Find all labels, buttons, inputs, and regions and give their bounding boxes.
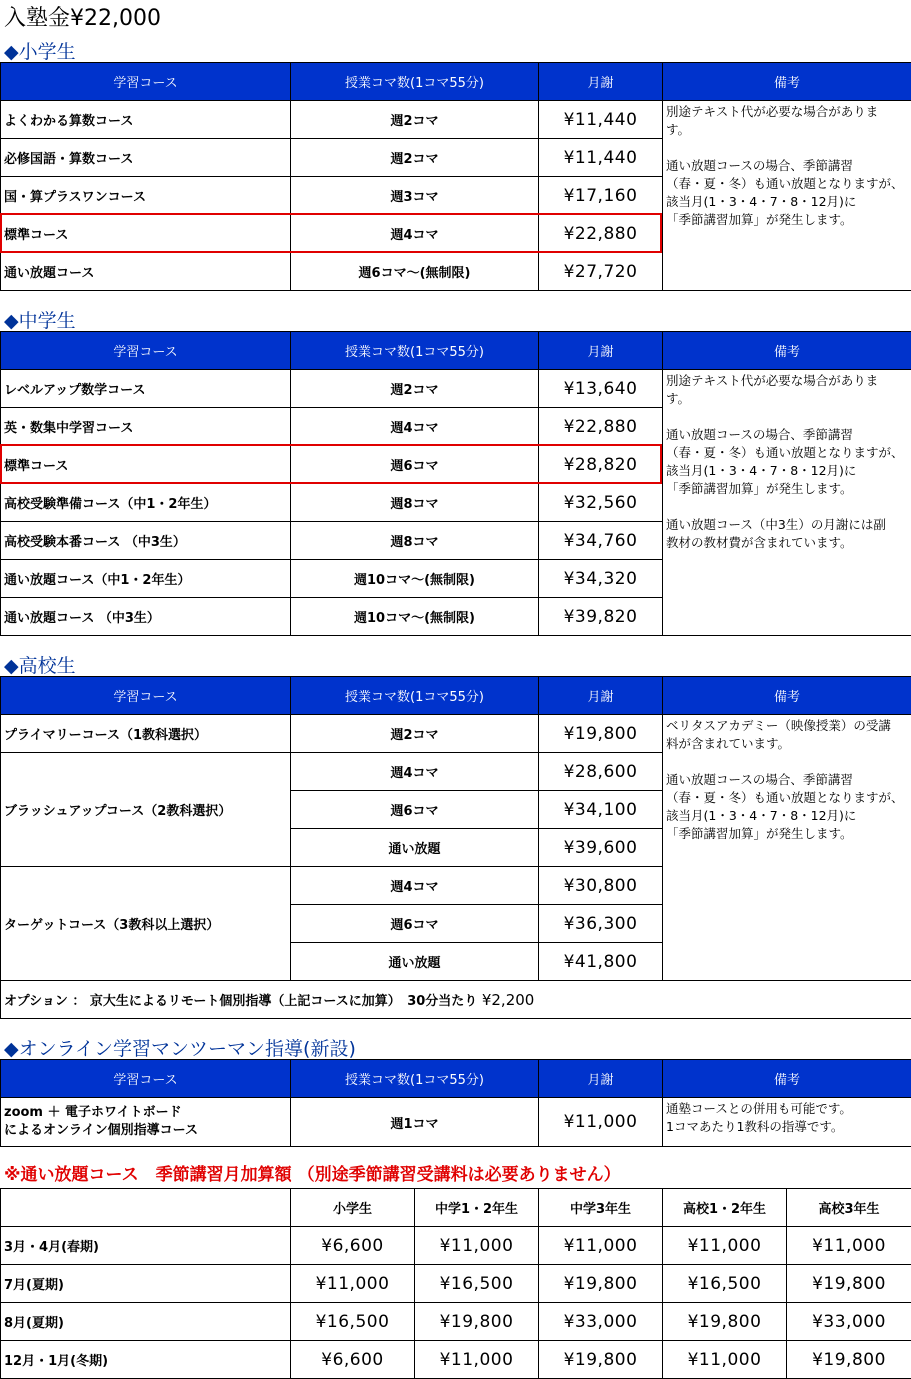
header-remarks: 備考 xyxy=(663,677,911,715)
remark-line: 該当月(1・3・4・7・8・12月)に xyxy=(666,463,857,478)
course-name: 国・算プラスワンコース xyxy=(1,177,291,215)
lesson-count: 週2コマ xyxy=(291,370,539,408)
surcharge-value: ¥11,000 xyxy=(663,1341,787,1379)
table-row xyxy=(1,1265,911,1303)
monthly-fee: ¥11,440 xyxy=(539,139,663,177)
monthly-fee: ¥30,800 xyxy=(539,867,663,905)
remark-line xyxy=(666,139,908,157)
table-row xyxy=(1,1227,911,1265)
remark-line: 別途テキスト代が必要な場合がありま xyxy=(666,373,879,388)
monthly-fee: ¥28,820 xyxy=(539,446,663,484)
header-monthly: 月謝 xyxy=(539,677,663,715)
diamond-icon: ◆ xyxy=(4,41,19,63)
admission-fee-title: 入塾金¥22,000 xyxy=(4,6,161,31)
header-remarks: 備考 xyxy=(663,1060,911,1098)
lesson-count: 週2コマ xyxy=(291,139,539,177)
remark-line: 別途テキスト代が必要な場合がありま xyxy=(666,104,879,119)
lesson-count: 週3コマ xyxy=(291,177,539,215)
monthly-fee: ¥17,160 xyxy=(539,177,663,215)
lesson-count: 週1コマ xyxy=(291,1098,539,1147)
remark-line: 通塾コースとの併用も可能です。 xyxy=(666,1101,852,1116)
surcharge-value: ¥11,000 xyxy=(415,1227,539,1265)
monthly-fee: ¥13,640 xyxy=(539,370,663,408)
surcharge-value: ¥6,600 xyxy=(291,1341,415,1379)
lesson-count: 通い放題 xyxy=(291,829,539,867)
header-grade: 高校3年生 xyxy=(787,1189,911,1227)
remark-line xyxy=(666,408,908,426)
header-lessons: 授業コマ数(1コマ55分) xyxy=(291,63,539,101)
option-cell xyxy=(1,981,911,1019)
header-remarks: 備考 xyxy=(663,332,911,370)
surcharge-value: ¥6,600 xyxy=(291,1227,415,1265)
surcharge-value: ¥11,000 xyxy=(291,1265,415,1303)
monthly-fee: ¥28,600 xyxy=(539,753,663,791)
season-label: 12月・1月(冬期) xyxy=(1,1341,291,1379)
header-course: 学習コース xyxy=(1,332,291,370)
header-monthly: 月謝 xyxy=(539,332,663,370)
table-row xyxy=(1,715,911,753)
remarks-cell xyxy=(663,1098,911,1147)
remark-line: （春・夏・冬）も通い放題となりますが、 xyxy=(666,445,904,460)
remark-line: す。 xyxy=(666,391,691,406)
remark-line: 通い放題コースの場合、季節講習 xyxy=(666,772,853,787)
course-name: レベルアップ数学コース xyxy=(1,370,291,408)
monthly-fee: ¥11,000 xyxy=(539,1098,663,1147)
remark-line: （春・夏・冬）も通い放題となりますが、 xyxy=(666,176,904,191)
course-name: ターゲットコース（3教科以上選択） xyxy=(1,867,291,981)
remark-line: 「季節講習加算」が発生します。 xyxy=(666,481,853,496)
header-blank xyxy=(1,1189,291,1227)
lesson-count: 週4コマ xyxy=(291,408,539,446)
monthly-fee: ¥19,800 xyxy=(539,715,663,753)
course-name: よくわかる算数コース xyxy=(1,101,291,139)
header-course: 学習コース xyxy=(1,677,291,715)
surcharge-value: ¥19,800 xyxy=(787,1341,911,1379)
course-name: 標準コース xyxy=(1,215,291,253)
season-label: 8月(夏期) xyxy=(1,1303,291,1341)
header-monthly: 月謝 xyxy=(539,1060,663,1098)
remark-line: 「季節講習加算」が発生します。 xyxy=(666,826,853,841)
header-grade: 高校1・2年生 xyxy=(663,1189,787,1227)
lesson-count: 週8コマ xyxy=(291,484,539,522)
remark-line: 教材の教材費が含まれています。 xyxy=(666,535,853,550)
surcharge-value: ¥33,000 xyxy=(539,1303,663,1341)
lesson-count: 週2コマ xyxy=(291,101,539,139)
remark-line: （春・夏・冬）も通い放題となりますが、 xyxy=(666,790,904,805)
lesson-count: 週6コマ xyxy=(291,905,539,943)
header-grade: 小学生 xyxy=(291,1189,415,1227)
elementary-table xyxy=(0,62,911,291)
lesson-count: 週6コマ xyxy=(291,446,539,484)
course-name: 必修国語・算数コース xyxy=(1,139,291,177)
remark-line: 「季節講習加算」が発生します。 xyxy=(666,212,853,227)
lesson-count: 週4コマ xyxy=(291,867,539,905)
option-text: オプション ： 京大生によるリモート個別指導（上記コースに加算） 30分当たり xyxy=(4,994,478,1009)
lesson-count: 週2コマ xyxy=(291,715,539,753)
surcharge-value: ¥11,000 xyxy=(415,1341,539,1379)
surcharge-value: ¥19,800 xyxy=(787,1265,911,1303)
monthly-fee: ¥11,440 xyxy=(539,101,663,139)
monthly-fee: ¥27,720 xyxy=(539,253,663,291)
remark-line xyxy=(666,498,908,516)
header-lessons: 授業コマ数(1コマ55分) xyxy=(291,1060,539,1098)
remark-line: 通い放題コースの場合、季節講習 xyxy=(666,427,853,442)
course-name: プライマリーコース（1教科選択） xyxy=(1,715,291,753)
monthly-fee: ¥22,880 xyxy=(539,215,663,253)
lesson-count: 週6コマ xyxy=(291,791,539,829)
course-name: ブラッシュアップコース（2教科選択） xyxy=(1,753,291,867)
remark-line: 通い放題コース（中3生）の月謝には副 xyxy=(666,517,886,532)
surcharge-value: ¥19,800 xyxy=(539,1265,663,1303)
section-title-text: オンライン学習マンツーマン指導(新設) xyxy=(18,1038,356,1060)
remarks-cell xyxy=(663,101,911,291)
remarks-cell xyxy=(663,715,911,981)
header-monthly: 月謝 xyxy=(539,63,663,101)
surcharge-value: ¥16,500 xyxy=(415,1265,539,1303)
remark-line: 1コマあたり1教科の指導です。 xyxy=(666,1119,844,1134)
monthly-fee: ¥22,880 xyxy=(539,408,663,446)
high-table xyxy=(0,676,911,1019)
diamond-icon: ◆ xyxy=(4,1038,19,1060)
diamond-icon: ◆ xyxy=(4,655,19,677)
season-label: 7月(夏期) xyxy=(1,1265,291,1303)
section-title-text: 中学生 xyxy=(18,310,76,332)
monthly-fee: ¥34,760 xyxy=(539,522,663,560)
course-name: 標準コース xyxy=(1,446,291,484)
monthly-fee: ¥34,320 xyxy=(539,560,663,598)
remark-line: 通い放題コースの場合、季節講習 xyxy=(666,158,853,173)
seasonal-table xyxy=(0,1188,911,1379)
section-title-text: 小学生 xyxy=(18,41,76,63)
remarks-cell xyxy=(663,370,911,636)
monthly-fee: ¥36,300 xyxy=(539,905,663,943)
header-course: 学習コース xyxy=(1,63,291,101)
seasonal-surcharge-title: ※通い放題コース 季節講習月加算額 （別途季節講習受講料は必要ありません） xyxy=(4,1165,621,1185)
lesson-count: 週8コマ xyxy=(291,522,539,560)
section-title-high xyxy=(4,654,76,678)
course-name-line: zoom ＋ 電子ホワイトボード xyxy=(4,1105,182,1120)
course-name: 英・数集中学習コース xyxy=(1,408,291,446)
section-title-junior xyxy=(4,309,76,333)
option-price: ¥2,200 xyxy=(481,991,535,1009)
surcharge-value: ¥16,500 xyxy=(663,1265,787,1303)
table-row xyxy=(1,370,911,408)
course-name: 通い放題コース（中1・2年生） xyxy=(1,560,291,598)
monthly-fee: ¥39,820 xyxy=(539,598,663,636)
surcharge-value: ¥19,800 xyxy=(415,1303,539,1341)
surcharge-value: ¥19,800 xyxy=(539,1341,663,1379)
surcharge-value: ¥16,500 xyxy=(291,1303,415,1341)
course-name: 高校受験準備コース（中1・2年生） xyxy=(1,484,291,522)
season-label: 3月・4月(春期) xyxy=(1,1227,291,1265)
lesson-count: 週4コマ xyxy=(291,215,539,253)
header-lessons: 授業コマ数(1コマ55分) xyxy=(291,677,539,715)
monthly-fee: ¥34,100 xyxy=(539,791,663,829)
header-lessons: 授業コマ数(1コマ55分) xyxy=(291,332,539,370)
lesson-count: 週10コマ～(無制限) xyxy=(291,598,539,636)
section-title-online xyxy=(4,1037,356,1061)
remark-line: 該当月(1・3・4・7・8・12月)に xyxy=(666,194,857,209)
course-name: 通い放題コース （中3生） xyxy=(1,598,291,636)
junior-table xyxy=(0,331,911,636)
course-name: 高校受験本番コース （中3生） xyxy=(1,522,291,560)
lesson-count: 週10コマ～(無制限) xyxy=(291,560,539,598)
table-row xyxy=(1,1303,911,1341)
lesson-count: 週6コマ～(無制限) xyxy=(291,253,539,291)
surcharge-value: ¥11,000 xyxy=(663,1227,787,1265)
option-row xyxy=(1,981,911,1019)
lesson-count: 通い放題 xyxy=(291,943,539,981)
course-name: 通い放題コース xyxy=(1,253,291,291)
surcharge-value: ¥11,000 xyxy=(787,1227,911,1265)
table-row xyxy=(1,1341,911,1379)
surcharge-value: ¥19,800 xyxy=(663,1303,787,1341)
table-row xyxy=(1,101,911,139)
monthly-fee: ¥32,560 xyxy=(539,484,663,522)
header-course: 学習コース xyxy=(1,1060,291,1098)
remark-line: ベリタスアカデミー（映像授業）の受講 xyxy=(666,718,891,733)
surcharge-value: ¥33,000 xyxy=(787,1303,911,1341)
header-grade: 中学3年生 xyxy=(539,1189,663,1227)
monthly-fee: ¥39,600 xyxy=(539,829,663,867)
online-table xyxy=(0,1059,911,1147)
remark-line xyxy=(666,753,908,771)
course-name-line: によるオンライン個別指導コース xyxy=(4,1123,198,1138)
remark-line: す。 xyxy=(666,122,691,137)
header-remarks: 備考 xyxy=(663,63,911,101)
surcharge-value: ¥11,000 xyxy=(539,1227,663,1265)
course-name xyxy=(1,1098,291,1147)
remark-line: 該当月(1・3・4・7・8・12月)に xyxy=(666,808,857,823)
lesson-count: 週4コマ xyxy=(291,753,539,791)
section-title-elementary xyxy=(4,40,76,64)
table-row xyxy=(1,1098,911,1147)
diamond-icon: ◆ xyxy=(4,310,19,332)
section-title-text: 高校生 xyxy=(18,655,76,677)
remark-line: 料が含まれています。 xyxy=(666,736,791,751)
header-grade: 中学1・2年生 xyxy=(415,1189,539,1227)
monthly-fee: ¥41,800 xyxy=(539,943,663,981)
